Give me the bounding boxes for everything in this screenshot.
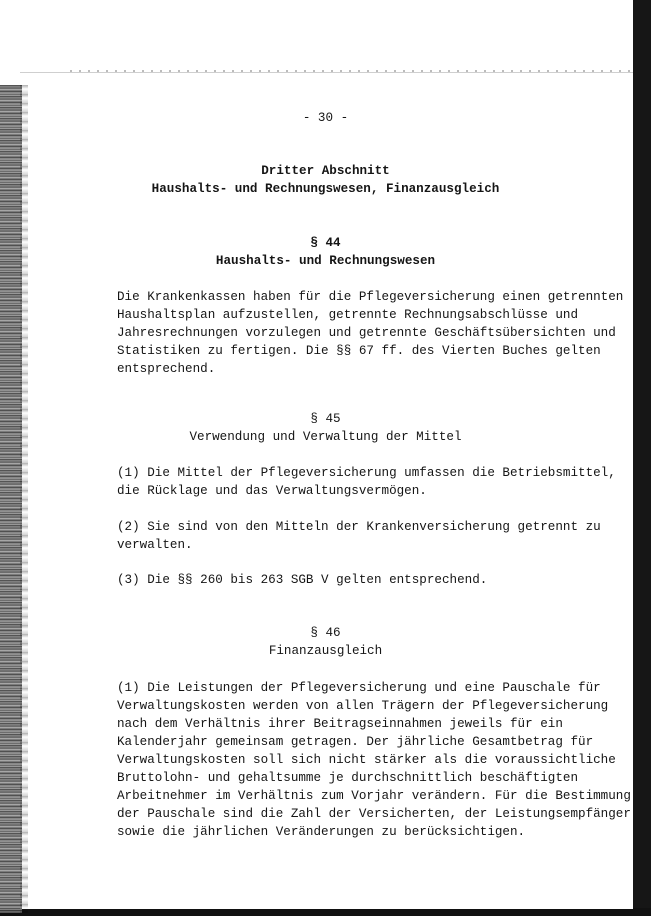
scan-background-top bbox=[0, 0, 651, 80]
paragraph-45-subsection-2: (2) Sie sind von den Mitteln der Krankenversicherung getrennt zu bbox=[117, 520, 601, 534]
paragraph-45-subsection-1: (1) Die Mittel der Pflegeversicherung umfassen die Betriebsmittel, bbox=[117, 466, 616, 480]
paragraph-44-line: Haushaltsplan aufzustellen, getrennte Rechnungsabschlüsse und bbox=[117, 308, 579, 322]
paragraph-46-line: Verwaltungskosten werden von allen Trägern der Pflegeversicherung bbox=[117, 699, 609, 713]
paragraph-46-line: nach dem Verhältnis ihrer Beitragseinnahmen jeweils für ein bbox=[117, 717, 563, 731]
paragraph-46-title: Finanzausgleich bbox=[268, 644, 383, 658]
paragraph-46-line: Kalenderjahr gemeinsam getragen. Der jährliche Gesamtbetrag für bbox=[117, 735, 594, 749]
paragraph-44-number: § 44 bbox=[310, 236, 341, 250]
paragraph-45-subsection-2: verwalten. bbox=[117, 538, 193, 552]
paragraph-45-number: § 45 bbox=[310, 412, 341, 426]
paragraph-46-line: der Pauschale sind die Zahl der Versicherten, der Leistungsempfänger bbox=[117, 807, 631, 821]
scan-background-bottom bbox=[0, 908, 651, 916]
paragraph-44-line: Jahresrechnungen vorzulegen und getrennte Geschäftsübersichten und bbox=[117, 326, 616, 340]
paragraph-45-title: Verwendung und Verwaltung der Mittel bbox=[189, 430, 462, 444]
paragraph-46-line: (1) Die Leistungen der Pflegeversicherung und eine Pauschale für bbox=[117, 681, 601, 695]
section-heading: Dritter Abschnitt bbox=[261, 164, 390, 178]
paragraph-46-line: sowie die jährlichen Veränderungen zu berücksichtigen. bbox=[117, 825, 526, 839]
page-binding-edge bbox=[0, 85, 22, 913]
section-title: Haushalts- und Rechnungswesen, Finanzausgleich bbox=[151, 182, 500, 196]
scan-background-right bbox=[633, 0, 651, 916]
paragraph-46-line: Arbeitnehmer im Verhältnis zum Vorjahr verändern. Für die Bestimmung bbox=[117, 789, 631, 803]
page-number: - 30 - bbox=[302, 111, 349, 125]
paragraph-44-line: Die Krankenkassen haben für die Pflegeversicherung einen getrennten bbox=[117, 290, 624, 304]
paragraph-44-title: Haushalts- und Rechnungswesen bbox=[215, 254, 436, 268]
paragraph-46-line: Bruttolohn- und gehaltsumme je durchschnittlich beschäftigten bbox=[117, 771, 579, 785]
paragraph-44-line: Statistiken zu fertigen. Die §§ 67 ff. des Vierten Buches gelten bbox=[117, 344, 601, 358]
paragraph-44-line: entsprechend. bbox=[117, 362, 216, 376]
paragraph-46-number: § 46 bbox=[310, 626, 341, 640]
paragraph-45-subsection-1: die Rücklage und das Verwaltungsvermögen. bbox=[117, 484, 427, 498]
paragraph-46-line: Verwaltungskosten soll sich nicht stärker als die voraussichtliche bbox=[117, 753, 616, 767]
paragraph-45-subsection-3: (3) Die §§ 260 bis 263 SGB V gelten entsprechend. bbox=[117, 573, 488, 587]
